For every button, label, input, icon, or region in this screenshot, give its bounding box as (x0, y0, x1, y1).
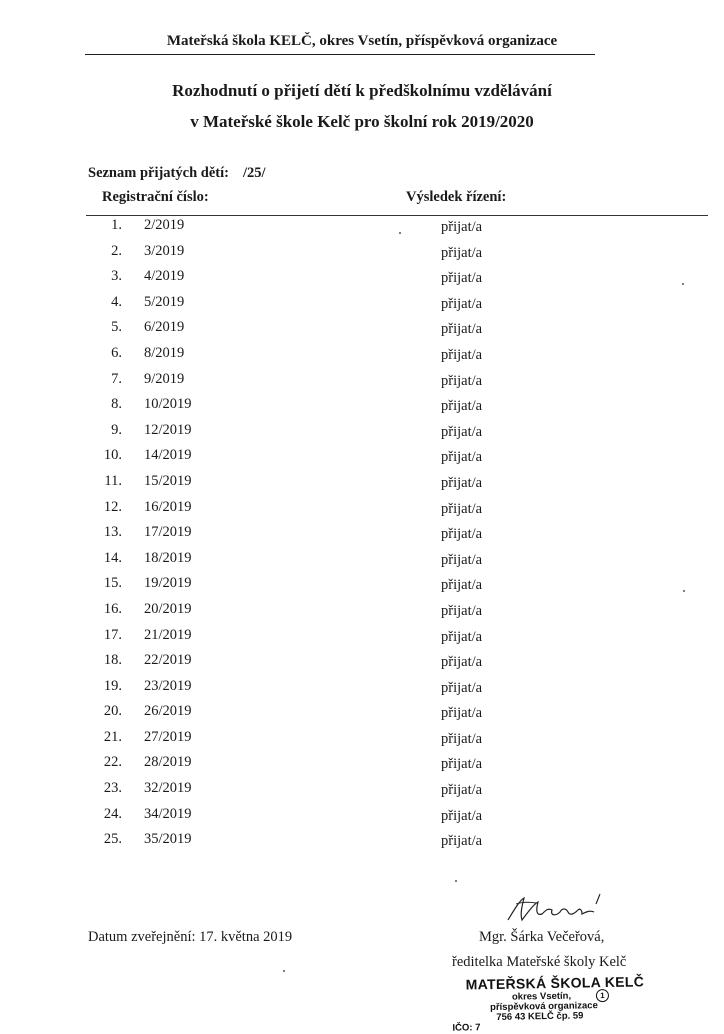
registration-number: 22/2019 (144, 652, 192, 669)
table-row (0, 371, 724, 397)
result-text: přijat/a (441, 782, 483, 799)
result-text: přijat/a (441, 449, 483, 466)
table-row (0, 575, 724, 601)
signatory-name: Mgr. Šárka Večeřová, (479, 929, 605, 945)
registration-number: 6/2019 (144, 319, 185, 336)
result-text: přijat/a (441, 628, 483, 645)
header-divider (85, 54, 595, 55)
scan-speck (683, 590, 685, 592)
table-row (0, 345, 724, 371)
row-number: 6. (111, 344, 122, 361)
row-number: 19. (103, 677, 122, 694)
row-number: 7. (111, 370, 122, 387)
table-row (0, 678, 724, 704)
result-text: přijat/a (441, 500, 483, 517)
table-row (0, 703, 724, 729)
registration-number: 27/2019 (144, 728, 192, 745)
table-divider (86, 215, 708, 216)
result-text: přijat/a (441, 474, 483, 491)
table-row (0, 524, 724, 550)
row-number: 25. (103, 831, 122, 848)
registration-number: 14/2019 (144, 447, 192, 464)
row-number: 3. (111, 268, 122, 285)
table-row (0, 243, 724, 269)
result-text: přijat/a (441, 833, 483, 850)
row-number: 13. (103, 524, 122, 541)
result-text: přijat/a (441, 219, 483, 235)
row-number: 20. (103, 703, 122, 720)
registration-number: 21/2019 (144, 626, 192, 643)
column-header-result: Výsledek řízení: (406, 189, 507, 205)
document-subtitle: v Mateřské škole Kelč pro školní rok 2019/2020 (190, 112, 534, 131)
registration-number: 18/2019 (144, 549, 192, 566)
table-row (0, 780, 724, 806)
stamp-ico: IČO: 7 (452, 1022, 481, 1034)
list-label (88, 165, 266, 182)
table-row (0, 217, 724, 243)
table-row (0, 447, 724, 473)
row-number: 10. (103, 447, 122, 464)
signatory-role: ředitelka Mateřské školy Kelč (452, 954, 627, 970)
table-row (0, 268, 724, 294)
result-text: přijat/a (441, 807, 483, 824)
list-label-text: Seznam přijatých dětí: (88, 165, 229, 181)
row-number: 11. (104, 472, 122, 489)
row-number: 2. (111, 242, 122, 259)
handwritten-signature (502, 890, 612, 926)
row-number: 1. (111, 217, 122, 233)
registration-number: 4/2019 (144, 268, 185, 285)
registration-number: 5/2019 (144, 293, 185, 310)
table-row (0, 319, 724, 345)
registration-number: 16/2019 (144, 498, 192, 515)
table-row (0, 499, 724, 525)
table-row (0, 729, 724, 755)
row-number: 22. (103, 754, 122, 771)
row-number: 8. (111, 396, 122, 413)
result-text: přijat/a (441, 244, 483, 261)
result-text: přijat/a (441, 526, 483, 543)
scan-speck (455, 880, 457, 882)
registration-number: 23/2019 (144, 677, 192, 694)
registration-number: 8/2019 (144, 344, 185, 361)
result-text: přijat/a (441, 270, 483, 287)
row-number: 23. (103, 780, 122, 797)
organization-header: Mateřská škola KELČ, okres Vsetín, příspěvková organizace (166, 33, 558, 49)
result-text: přijat/a (441, 321, 483, 338)
registration-number: 20/2019 (144, 600, 192, 617)
row-number: 24. (103, 805, 122, 822)
registration-number: 35/2019 (144, 831, 192, 848)
row-number: 5. (111, 319, 122, 336)
table-row (0, 652, 724, 678)
stamp-district: okres Vsetín, (511, 990, 572, 1003)
result-text: přijat/a (441, 551, 483, 568)
result-text: přijat/a (441, 346, 483, 363)
row-number: 21. (103, 728, 122, 745)
row-number: 17. (103, 626, 122, 643)
scan-speck (399, 232, 401, 234)
registration-number: 2/2019 (144, 217, 185, 233)
registration-number: 3/2019 (144, 242, 185, 259)
result-text: přijat/a (441, 730, 483, 747)
result-text: přijat/a (441, 295, 483, 312)
result-text: přijat/a (441, 423, 483, 440)
registration-number: 26/2019 (144, 703, 192, 720)
row-number: 9. (111, 421, 122, 438)
scan-speck (283, 970, 285, 972)
table-row (0, 754, 724, 780)
table-row (0, 627, 724, 653)
result-text: přijat/a (441, 372, 483, 389)
row-number: 4. (111, 293, 122, 310)
row-number: 18. (103, 652, 122, 669)
registration-number: 19/2019 (144, 575, 192, 592)
result-text: přijat/a (441, 756, 483, 773)
registration-number: 32/2019 (144, 780, 192, 797)
result-text: přijat/a (441, 654, 483, 671)
registration-number: 10/2019 (144, 396, 192, 413)
registration-number: 28/2019 (144, 754, 192, 771)
result-text: přijat/a (441, 679, 483, 696)
column-header-registration: Registrační číslo: (102, 189, 209, 205)
result-text: přijat/a (441, 577, 483, 594)
stamp-organization-type: příspěvková organizace (490, 1000, 598, 1014)
table-row (0, 831, 724, 857)
result-text: přijat/a (441, 398, 483, 415)
row-number: 12. (103, 498, 122, 515)
table-row (0, 601, 724, 627)
stamp-address: 756 43 KELČ čp. 59 (496, 1010, 584, 1023)
document-title: Rozhodnutí o přijetí dětí k předškolnímu vzdělávání (172, 81, 552, 100)
publication-date: Datum zveřejnění: 17. května 2019 (88, 929, 293, 945)
table-row (0, 806, 724, 832)
table-row (0, 550, 724, 576)
table-row (0, 473, 724, 499)
result-text: přijat/a (441, 602, 483, 619)
official-stamp (450, 973, 651, 1034)
accepted-children-list (0, 217, 724, 857)
table-row (0, 422, 724, 448)
registration-number: 9/2019 (144, 370, 185, 387)
table-row (0, 294, 724, 320)
registration-number: 15/2019 (144, 472, 192, 489)
registration-number: 34/2019 (144, 805, 192, 822)
registration-number: 12/2019 (144, 421, 192, 438)
row-number: 16. (103, 600, 122, 617)
row-number: 14. (103, 549, 122, 566)
scan-speck (682, 283, 684, 285)
stamp-number: 1 (596, 989, 609, 1002)
row-number: 15. (103, 575, 122, 592)
registration-number: 17/2019 (144, 524, 192, 541)
stamp-school-name: MATEŘSKÁ ŠKOLA KELČ (465, 973, 645, 993)
result-text: přijat/a (441, 705, 483, 722)
table-row (0, 396, 724, 422)
accepted-count: /25/ (242, 165, 266, 181)
